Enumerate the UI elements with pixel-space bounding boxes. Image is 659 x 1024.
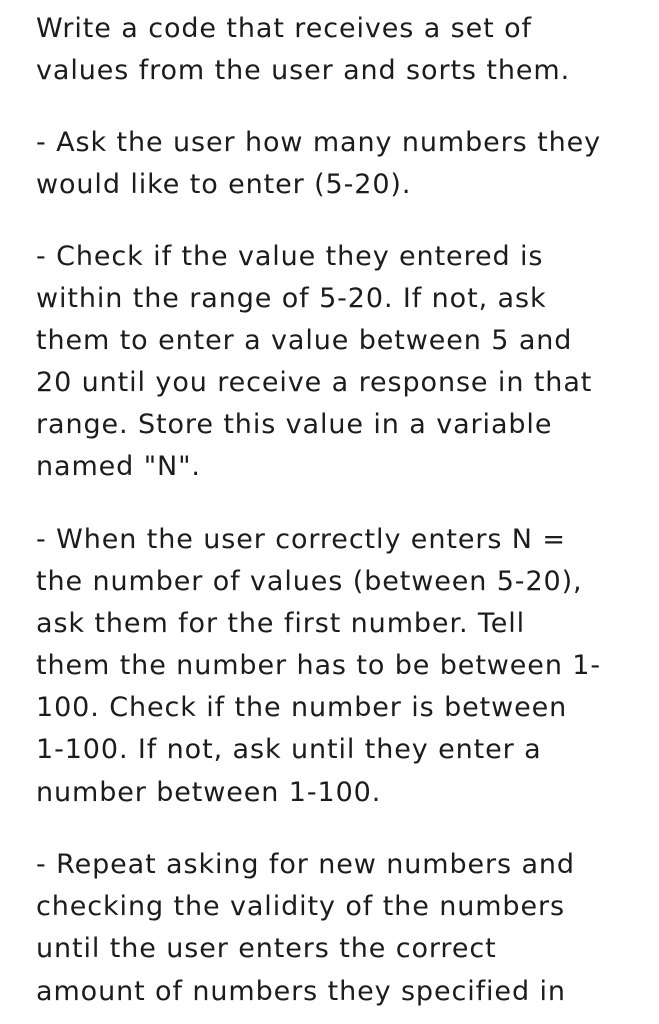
text-line: Write a code that receives a set of [36, 13, 532, 44]
text-line: range. Store this value in a variable [36, 409, 553, 440]
text-line: - Ask the user how many numbers they [36, 127, 601, 158]
text-line: them to enter a value between 5 and [36, 325, 573, 356]
text-line: them the number has to be between 1- [36, 650, 602, 681]
text-line: until the user enters the correct [36, 933, 497, 964]
text-line: amount of numbers they specified in [36, 976, 566, 1007]
text-line: the number of values (between 5-20), [36, 566, 583, 597]
text-line: 1-100. If not, ask until they enter a [36, 734, 542, 765]
text-line: checking the validity of the numbers [36, 891, 565, 922]
text-line: would like to enter (5-20). [36, 169, 412, 200]
text-line: ask them for the first number. Tell [36, 608, 526, 639]
text-line: within the range of 5-20. If not, ask [36, 283, 547, 314]
text-line: named "N". [36, 451, 201, 482]
text-line: values from the user and sorts them. [36, 55, 571, 86]
text-line: 20 until you receive a response in that [36, 367, 593, 398]
text-line: - Check if the value they entered is [36, 241, 544, 272]
text-line: number between 1-100. [36, 777, 382, 808]
text-line: - Repeat asking for new numbers and [36, 849, 575, 880]
text-line: - When the user correctly enters N = [36, 524, 566, 555]
text-line: 100. Check if the number is between [36, 692, 568, 723]
